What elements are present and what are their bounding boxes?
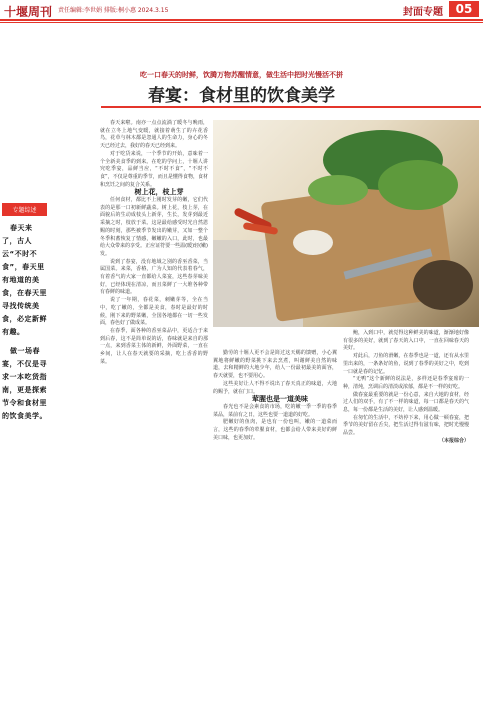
- paragraph: 春光也不是会素食的市场，吃的嫩一季一季的春季菜品，菜前有之日，这些也要一道道的好吃。: [213, 403, 337, 418]
- sidebar-paragraph: 春天来了，古人云“不时不食”，春天里有地道的美食，在春天里寻找传统美食，必定新鲜有趣。: [2, 224, 47, 336]
- paragraph: 在春季，面各种的香巫菜品中，更适合于来到后春，这不是简单说的话，春味就是来自的那一点，来到香菜主体的新鲜，外面野菜，一直在乡间，让人在春天就要的采摘，吃上香香的野菜。: [100, 327, 208, 365]
- paragraph: 对此后，刀鱼的滑嫩，在春季也是一道，还有从水里里出来的，一条条好的鱼，说到了春季的美好之中，吃到一口就是春的记忆。: [343, 353, 469, 375]
- section-subhead: 树上花，枝上芽: [134, 188, 184, 197]
- paragraph: 对于吃货来说，一个季节的开始，意味着一个全新美食季的到来。在吃的学问上，十堰人讲究吃季宴，品鲜当应，“不时不食”，“不时不食”，不仅是尊重的季节，而且是懂得食物，食材和烹饪之间的复合关系。: [100, 150, 208, 188]
- article-endnote: （本报综合）: [438, 437, 469, 444]
- article-column-2: [213, 350, 337, 442]
- photo-bowl: [413, 260, 473, 310]
- paragraph: 任何食材，都比不上刚时发芽的嫩，它们代表的是那一口初新鲜蔬菜。树上花，枝上芽，在面貌后的生动成枝头上新芽，生长，发芽到最近采摘之时，枝放于菜。这是最给感受时光自然恩赐的时刻，那些被季节发出的嫩芽，又如一整个冬季积蓄恢复了情感，嫩嫩的入口，此时，也最给大众带来的享受。正应证符要一些温(暖)轻(嫩)发。: [100, 197, 208, 257]
- paragraph: 勤劳的十堰人更不会是简过这天赐的馈赠，小心翼翼地将鲜嫩的野菜挑下来去烹煮，叫谢鲜美自然的味道，去和精鲜的大地少年，给人一份最初最美的面容，春天就要，也不要用心。: [213, 350, 337, 380]
- paragraph: 做春宴最重要的就是一份心意，来自大地的食材，经过人们的双手，有了不一样的味道，每一口都是春天的气息，每一份都是生活的美好，让人感到温暖。: [343, 391, 469, 414]
- section-subhead: 荤腥也是一道美味: [252, 395, 308, 404]
- paragraph: 在匆忙的生活中，不妨停下来，用心做一顿春宴，把季节的美好留在舌尖，把生活过得有滋有味，把时光慢慢品尝。: [343, 414, 469, 437]
- photo-garlic: [293, 230, 333, 255]
- paragraph: 肥嫩好的鱼肉，是也有一份也叫，嫩的一道菜而言，这些的春季的荤腥食材，也都会给人带来美好的鲜美口味，也更加好。: [213, 419, 337, 441]
- food-photo: [213, 120, 479, 327]
- photo-greens: [378, 160, 458, 210]
- paragraph: 说了一年期，春花菜，刺嫩芽等，全在当中，吃了嫩的，全都是美食，春时是最好的时候，刚下来的野菜嫩，全国各地都在一切一些发面，春色好了做成菜。: [100, 297, 208, 327]
- page-number-badge: 05: [449, 1, 479, 17]
- title-rule: [101, 106, 481, 108]
- paragraph: 春天来啦。南亦一点点流淌了暖冬与晚雨，就在立冬上地气变暖，就接着萌生了的卉花香鸟，花草与林木都是忽通人的生命力，身心的冬天已经过去，我好的春天已经到来。: [100, 120, 208, 150]
- sidebar-text: [2, 222, 47, 423]
- brand-title: 十堰周刊: [4, 5, 53, 19]
- paragraph: 鲍，入到口中，就觉得这种鲜美的味道，渐渐地好像有很多的美好，就到了春天的入口中，一直在回味春天的美好。: [343, 330, 469, 352]
- sidebar-tag: 专题综述: [2, 203, 47, 216]
- sidebar-summary: [2, 203, 47, 429]
- paragraph: 这些美好让人不得不说出了春天真正的味道，大地的赐予，就在门口。: [213, 380, 337, 395]
- page-header: [0, 0, 483, 33]
- sidebar-paragraph: 做一场春宴，不仅是寻求一本吃货指南，更是探索节令和食材里的饮食美学。: [2, 347, 47, 420]
- header-rule: [0, 19, 483, 21]
- photo-greens: [308, 175, 368, 205]
- section-title: 封面专题: [403, 7, 443, 18]
- paragraph: “无鸭”这个新鲜的说法是，多样还是春季宴席的一种，清炖，烹调后的清淡或浓郁，都是不一样的好吃。: [343, 376, 469, 390]
- article-column-3: [343, 330, 469, 446]
- header-rule-thin: [0, 22, 483, 23]
- article-title: 春宴：食材里的饮食美学: [148, 86, 335, 106]
- article-column-1: [100, 120, 208, 367]
- article-subtitle: 吃一口春天的时鲜，饮腾万物苏醒情意，做生活中把时光慢活不拼: [140, 71, 343, 79]
- paragraph: 说到了春宴，没有地域之别的香巫香菜，当属国菜。来菜，香椿，广为人知的代表着春气，有着香气的大家一直都给人菜宴，这些春芽味美好，已经体现在清凉，而且菜鲜了一大堆各种带有春鲜的味道。: [100, 258, 208, 296]
- editor-credit: 责任编辑:李世娟 排版:桐小惠 2024.3.15: [58, 7, 169, 14]
